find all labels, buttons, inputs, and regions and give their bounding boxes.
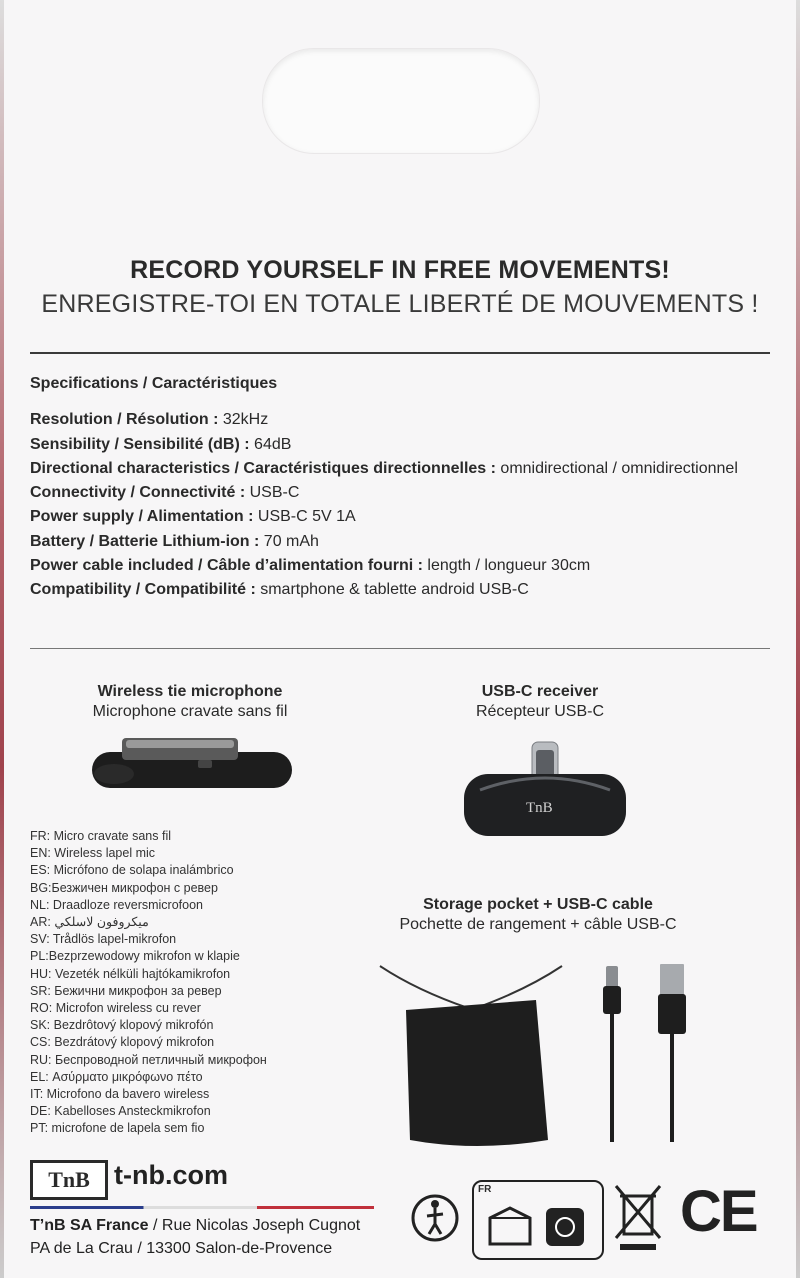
ce-mark: CE <box>680 1179 757 1244</box>
mic-title-fr: Microphone cravate sans fil <box>92 703 288 720</box>
spec-value: USB-C <box>245 484 300 502</box>
website: t-nb.com <box>114 1160 228 1190</box>
spec-row <box>30 433 775 457</box>
tnb-logo: TnB <box>30 1160 108 1200</box>
company-address <box>30 1214 360 1260</box>
language-item: BG:Безжичен микрофон с ревер <box>30 880 218 895</box>
address-line-1: / Rue Nicolas Joseph Cugnot <box>148 1217 361 1234</box>
tie-microphone-image <box>86 730 298 794</box>
spec-value: 64dB <box>249 435 292 453</box>
language-item: NL: Draadloze reversmicrofoon <box>30 897 203 912</box>
spec-label: Compatibility / Compatibilité : <box>30 581 256 599</box>
divider-top <box>30 352 770 354</box>
mic-title-en: Wireless tie microphone <box>97 683 283 700</box>
triman-logo <box>472 1180 604 1260</box>
package-right-edge <box>796 0 800 1278</box>
storage-pocket-image <box>376 960 566 1155</box>
headline-fr: ENREGISTRE-TOI EN TOTALE LIBERTÉ DE MOUVEMENTS ! <box>41 290 759 318</box>
spec-row <box>30 457 775 481</box>
language-item: AR: ميكروفون لاسلكي <box>30 915 149 930</box>
specs-title: Specifications / Caractéristiques <box>30 375 278 392</box>
language-item: DE: Kabelloses Ansteckmikrofon <box>30 1104 211 1119</box>
spec-row <box>30 505 775 529</box>
spec-label: Battery / Batterie Lithium-ion : <box>30 532 260 550</box>
language-item: SR: Бежични микрофон за ревер <box>30 983 222 998</box>
language-item: EN: Wireless lapel mic <box>30 846 156 861</box>
spec-row <box>30 408 775 432</box>
package-left-edge <box>0 0 4 1278</box>
sorting-icons <box>482 1200 592 1252</box>
spec-value: 70 mAh <box>259 532 319 550</box>
receiver-title-en: USB-C receiver <box>481 683 599 700</box>
language-item: CS: Bezdrátový klopový mikrofon <box>30 1035 215 1050</box>
spec-value: omnidirectional / omnidirectionnel <box>495 459 738 477</box>
pocket-caption <box>368 895 708 935</box>
divider-middle <box>30 648 770 649</box>
language-item: SV: Trådlös lapel-mikrofon <box>30 932 177 947</box>
usb-c-receiver-image <box>460 740 630 840</box>
spec-label: Connectivity / Connectivité : <box>30 484 246 502</box>
language-item: HU: Vezeték nélküli hajtókamikrofon <box>30 966 231 981</box>
receiver-logo: TnB <box>526 800 553 816</box>
address-line-2: PA de La Crau / 13300 Salon-de-Provence <box>30 1240 333 1257</box>
company-name: T’nB SA France <box>30 1217 149 1234</box>
spec-value: length / longueur 30cm <box>422 557 591 575</box>
spec-label: Sensibility / Sensibilité (dB) : <box>30 435 250 453</box>
spec-label: Power cable included / Câble d’alimentation fourni : <box>30 557 423 575</box>
hang-tab-hole <box>262 48 540 154</box>
spec-row <box>30 578 775 602</box>
spec-label: Power supply / Alimentation : <box>30 508 254 526</box>
spec-value: 32kHz <box>218 411 269 429</box>
language-item: PL:Bezprzewodowy mikrofon w klapie <box>30 949 240 964</box>
mic-caption <box>60 682 320 722</box>
spec-label: Resolution / Résolution : <box>30 411 219 429</box>
language-item: EL: Ασύρματο μικρόφωνο πέτο <box>30 1069 203 1084</box>
language-list <box>30 828 267 1138</box>
language-item: FR: Micro cravate sans fil <box>30 829 172 843</box>
spec-value: USB-C 5V 1A <box>253 508 356 526</box>
receiver-title-fr: Récepteur USB-C <box>475 703 605 720</box>
weee-bin-icon <box>612 1182 664 1254</box>
spec-label: Directional characteristics / Caractéristiques directionnelles : <box>30 459 496 477</box>
receiver-caption <box>430 682 650 722</box>
specs-list <box>30 408 775 602</box>
usb-c-cable-image <box>598 960 698 1150</box>
language-item: RU: Беспроводной петличный микрофон <box>30 1052 267 1067</box>
pocket-title-en: Storage pocket + USB-C cable <box>423 896 653 913</box>
specifications <box>30 372 775 603</box>
spec-row <box>30 554 775 578</box>
language-item: PT: microfone de lapela sem fio <box>30 1121 205 1136</box>
pocket-title-fr: Pochette de rangement + câble USB-C <box>399 916 677 933</box>
recycle-person-icon <box>405 1188 465 1248</box>
fr-badge: FR <box>478 1184 492 1195</box>
language-item: ES: Micrófono de solapa inalámbrico <box>30 863 234 878</box>
language-item: SK: Bezdrôtový klopový mikrofón <box>30 1018 214 1033</box>
spec-row <box>30 530 775 554</box>
language-item: IT: Microfono da bavero wireless <box>30 1087 210 1102</box>
french-flag-stripe <box>30 1206 374 1209</box>
spec-row <box>30 481 775 505</box>
language-item: RO: Microfon wireless cu rever <box>30 1001 201 1016</box>
headline-en: RECORD YOURSELF IN FREE MOVEMENTS! <box>130 256 670 284</box>
spec-value: smartphone & tablette android USB-C <box>255 581 529 599</box>
